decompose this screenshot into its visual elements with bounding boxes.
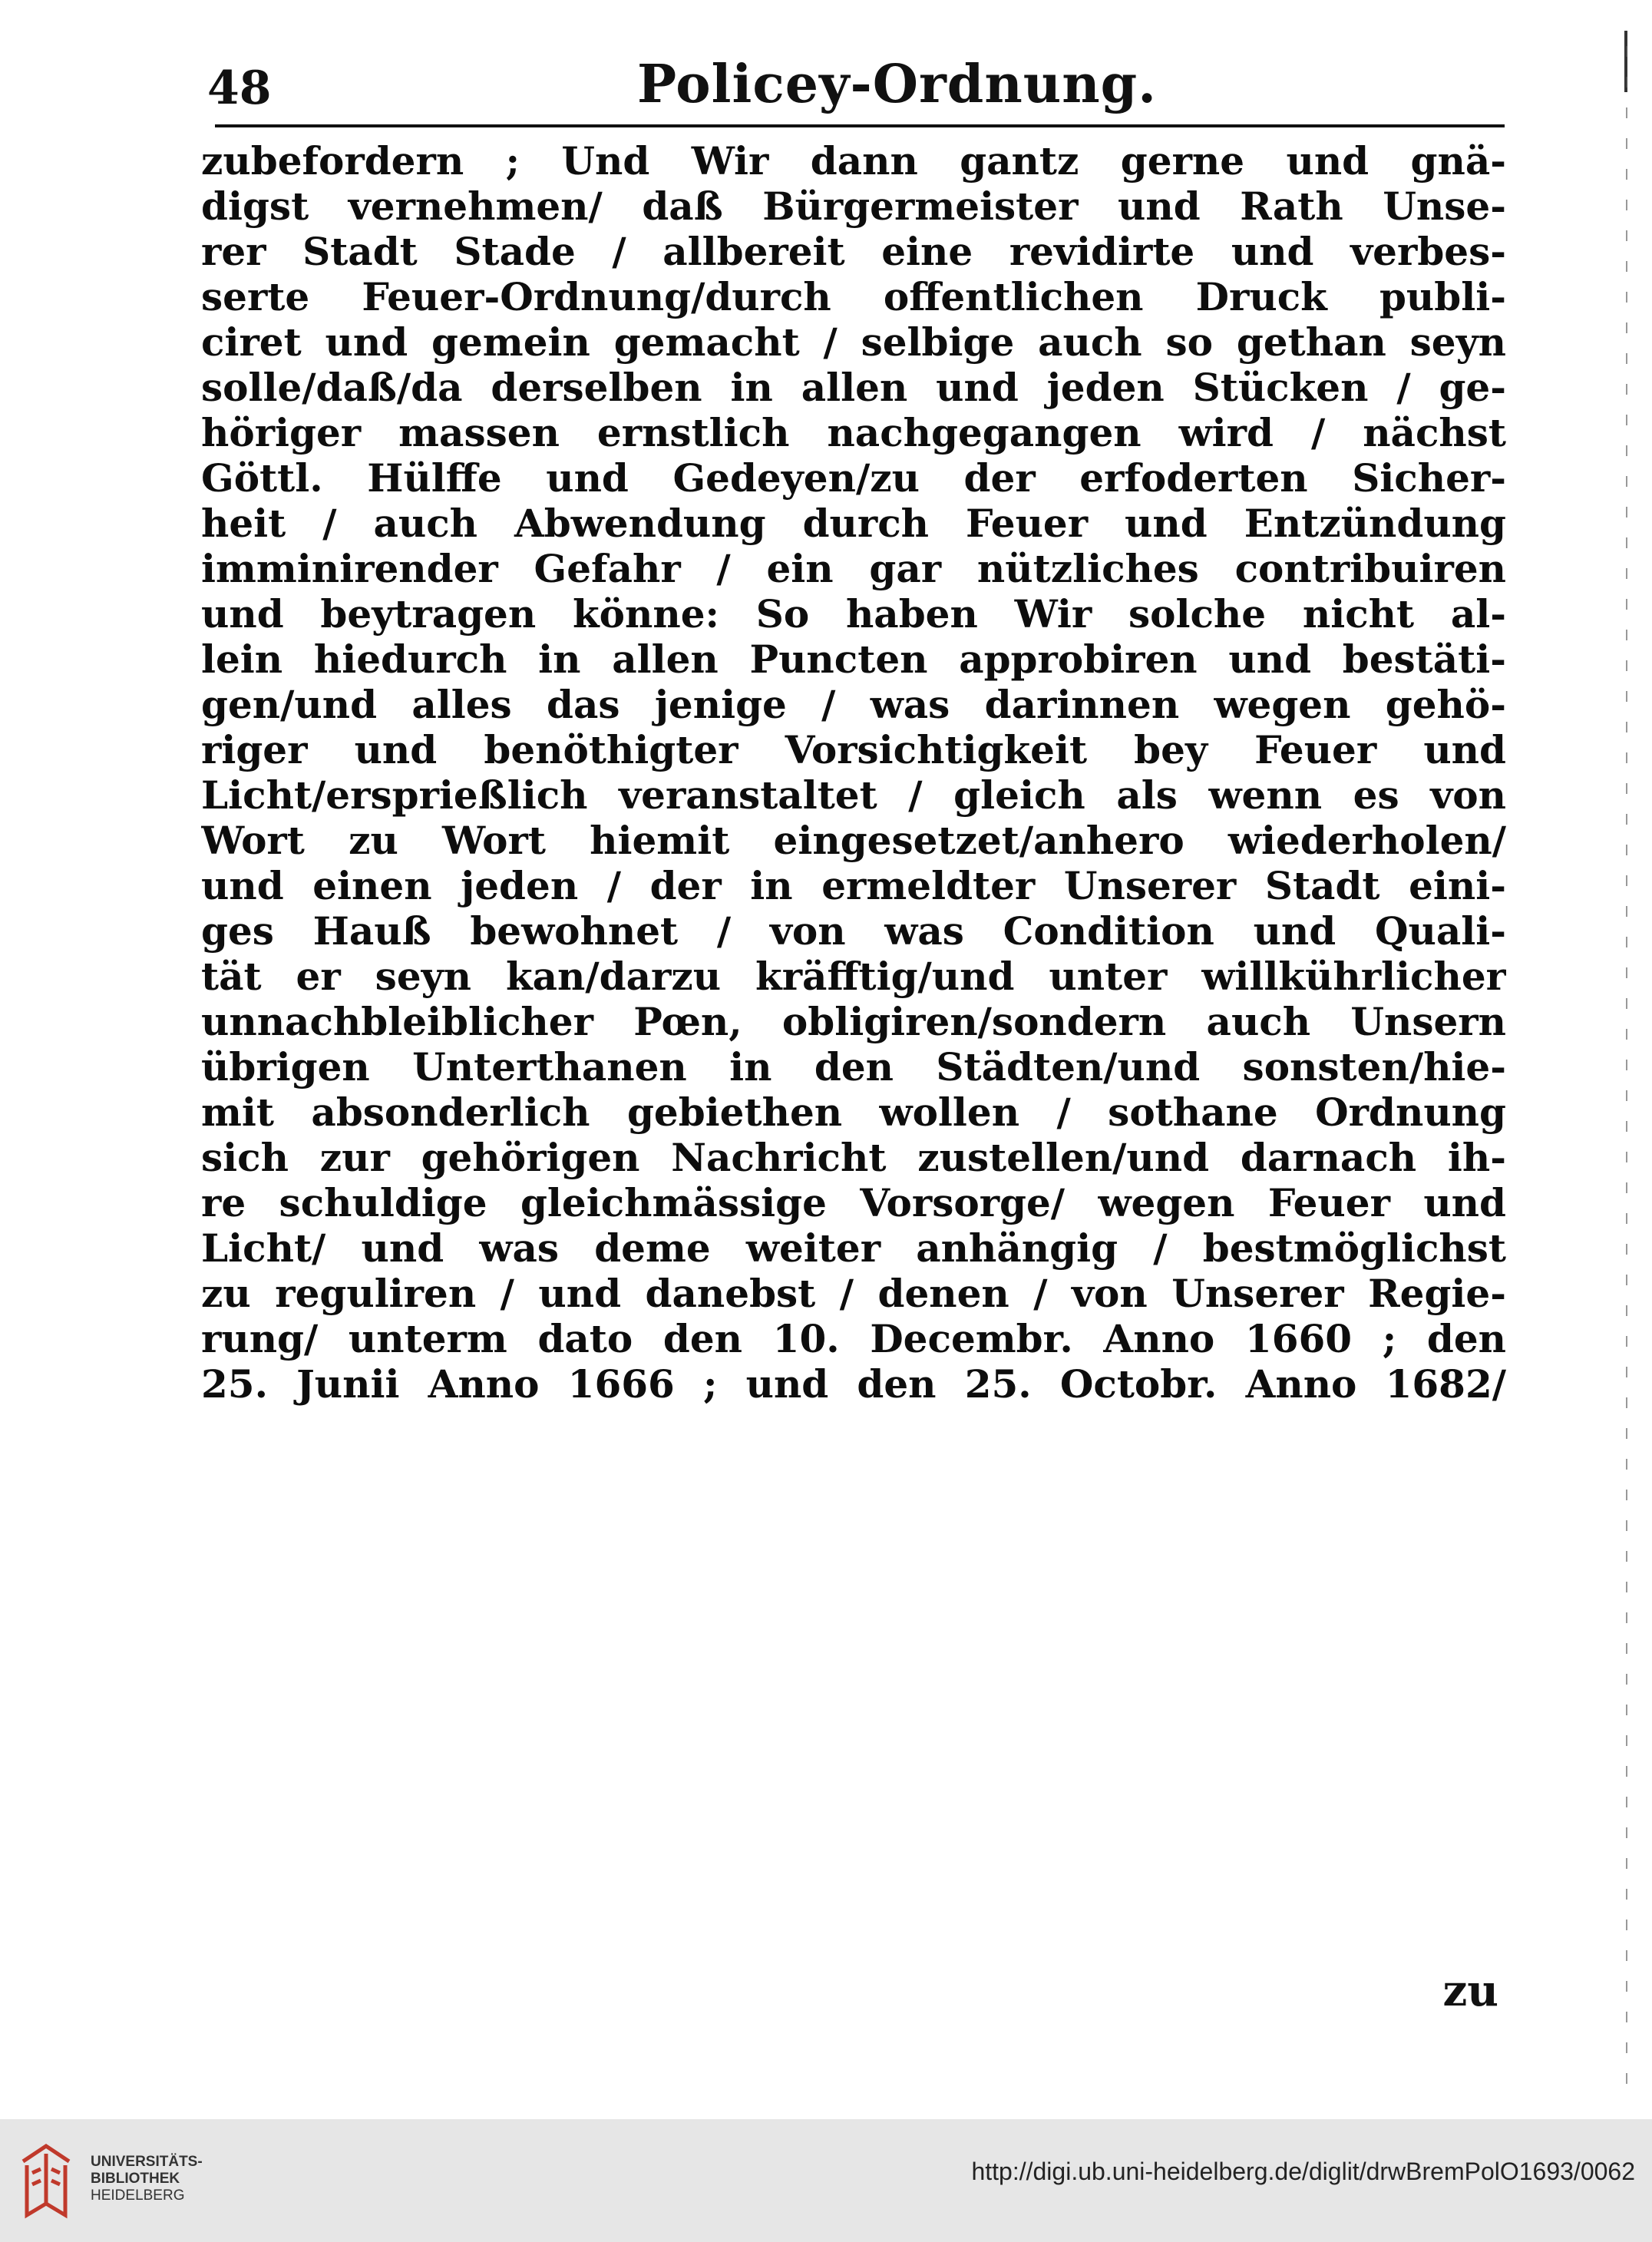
text-line: Licht/ersprießlich veranstaltet / gleich als wenn es von — [201, 772, 1506, 818]
header-rule — [215, 124, 1505, 127]
text-line: rung/ unterm dato den 10. Decembr. Anno 1660 ; den — [201, 1316, 1506, 1361]
text-line: höriger massen ernstlich nachgegangen wird / nächst — [201, 410, 1506, 455]
text-line: ges Hauß bewohnet / von was Condition und Quali- — [201, 908, 1506, 954]
text-line: ciret und gemein gemacht / selbige auch so gethan seyn — [201, 319, 1506, 365]
body-text — [201, 138, 1506, 1407]
library-name-line: BIBLIOTHEK — [91, 2171, 180, 2187]
text-line: zubefordern ; Und Wir dann gantz gerne und gnä- — [201, 138, 1506, 184]
library-logo-icon[interactable] — [15, 2138, 77, 2223]
page-edge-line — [1626, 46, 1627, 2104]
text-line: serte Feuer-Ordnung/durch offentlichen Druck publi- — [201, 274, 1506, 319]
text-line: mit absonderlich gebiethen wollen / sothane Ordnung — [201, 1090, 1506, 1135]
text-line: heit / auch Abwendung durch Feuer und Entzündung — [201, 501, 1506, 546]
text-line: Göttl. Hülffe und Gedeyen/zu der erfoderten Sicher- — [201, 455, 1506, 501]
text-line: rer Stadt Stade / allbereit eine revidirte und verbes- — [201, 229, 1506, 274]
text-line: und einen jeden / der in ermeldter Unserer Stadt eini- — [201, 863, 1506, 908]
running-title: Policey-Ordnung. — [637, 54, 1157, 115]
text-line: solle/daß/da derselben in allen und jeden Stücken / ge- — [201, 365, 1506, 410]
text-line: Wort zu Wort hiemit eingesetzet/anhero wiederholen/ — [201, 818, 1506, 863]
text-line: digst vernehmen/ daß Bürgermeister und Rath Unse- — [201, 184, 1506, 229]
library-name — [91, 2154, 203, 2204]
source-url-link[interactable]: http://digi.ub.uni-heidelberg.de/diglit/drwBremPolO1693/0062 — [971, 2158, 1635, 2185]
text-line: zu reguliren / und danebst / denen / von Unserer Regie- — [201, 1271, 1506, 1316]
text-line: re schuldige gleichmässige Vorsorge/ wegen Feuer und — [201, 1180, 1506, 1225]
library-name-line: UNIVERSITÄTS- — [91, 2154, 203, 2170]
catchword: zu — [1442, 1966, 1498, 2016]
text-line: sich zur gehörigen Nachricht zustellen/und darnach ih- — [201, 1135, 1506, 1180]
text-line: 25. Junii Anno 1666 ; und den 25. Octobr. Anno 1682/ — [201, 1361, 1506, 1407]
text-line: Licht/ und was deme weiter anhängig / bestmöglichst — [201, 1225, 1506, 1271]
footer-bar — [0, 2119, 1652, 2242]
text-line: imminirender Gefahr / ein gar nützliches contribuiren — [201, 546, 1506, 591]
text-line: unnachbleiblicher Pœn, obligiren/sondern auch Unsern — [201, 999, 1506, 1044]
page-header — [207, 54, 1512, 123]
library-name-line: HEIDELBERG — [91, 2187, 185, 2204]
text-line: lein hiedurch in allen Puncten approbiren und bestäti- — [201, 637, 1506, 682]
text-line: riger und benöthigter Vorsichtigkeit bey Feuer und — [201, 727, 1506, 772]
text-line: und beytragen könne: So haben Wir solche nicht al- — [201, 591, 1506, 637]
text-line: gen/und alles das jenige / was darinnen wegen gehö- — [201, 682, 1506, 727]
text-line: tät er seyn kan/darzu kräfftig/und unter willkührlicher — [201, 954, 1506, 999]
page-number: 48 — [207, 61, 272, 115]
text-line: übrigen Unterthanen in den Städten/und sonsten/hie- — [201, 1044, 1506, 1090]
